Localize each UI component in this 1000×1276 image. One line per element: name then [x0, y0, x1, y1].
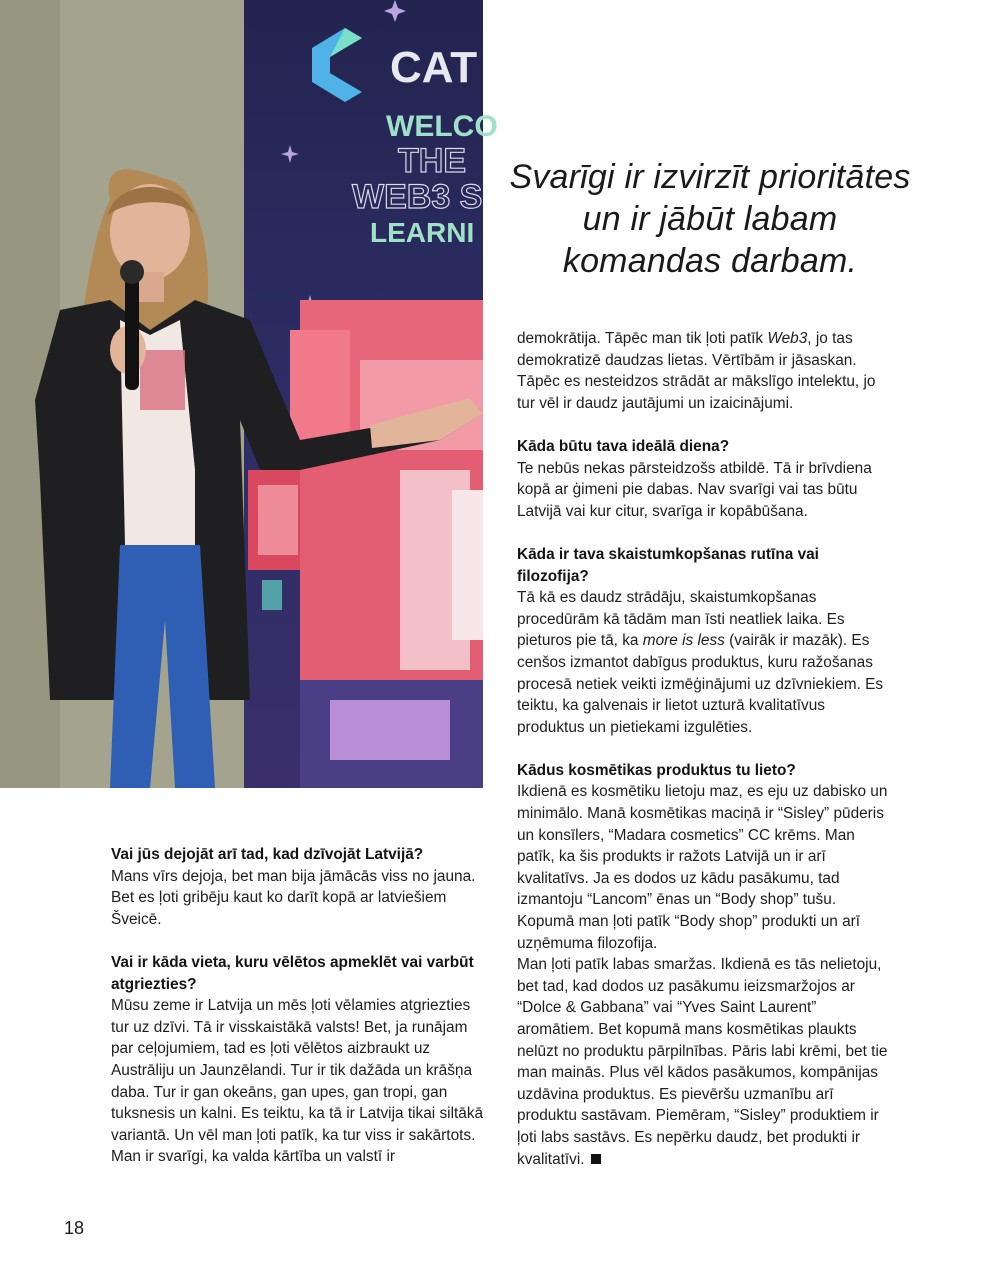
microphone-icon [125, 270, 139, 390]
banner-line-2: THE [398, 142, 466, 180]
page-number: 18 [64, 1218, 85, 1238]
banner-line-3: WEB3 S [352, 178, 483, 216]
intro-paragraph: demokrātija. Tāpēc man tik ļoti patīk Web3, jo tas demokratizē daudzas lietas. Vērtībām ir jāsaskan. Tāpēc es nesteidzos strādāt ar mākslīgo intelektu, jo tur vēl ir daudz jautājumi un izaicinājumi. [517, 330, 876, 412]
banner-line-4: LEARNI [370, 217, 475, 248]
pull-quote [505, 156, 915, 282]
article-photo [0, 0, 498, 788]
answer-paragraph: Mūsu zeme ir Latvija un mēs ļoti vēlamies atgriezties tur uz dzīvi. Tā ir visskaistākā valsts! Bet, ja runājam par ceļojumiem, tad es ļoti vēlētos aizbraukt uz Austrāliju un Jaunzēlandi. Tur ir tik dažāda un krāšņa daba. Tur ir gan okeāns, gan upes, gan tropi, gan tuksnesis un kalni. Es teiktu, ka tā ir Latvija tikai siltākā variantā. Un vēl man ļoti patīk, ka tur viss ir sakārtots. Man ir svarīgi, ka valda kārtība un valstī ir [111, 997, 484, 1166]
banner-line-1: WELCO [386, 110, 498, 143]
right-column [517, 328, 895, 1170]
pull-quote-line: un ir jābūt labam [582, 200, 838, 238]
question-heading: Vai ir kāda vieta, kuru vēlētos apmeklēt vai varbūt atgriezties? [111, 953, 474, 993]
banner-brand: CAT [390, 43, 478, 92]
answer-paragraph: Te nebūs nekas pārsteidzošs atbildē. Tā ir brīvdiena kopā ar ģimeni pie dabas. Nav svarīgi vai tas būtu Latvijā vai kur citur, svarīga ir kopābūšana. [517, 459, 872, 520]
question-heading: Vai jūs dejojāt arī tad, kad dzīvojāt Latvijā? [111, 846, 424, 863]
answer-paragraph: Tā kā es daudz strādāju, skaistumkopšanas procedūrām kā tādām man īsti neatliek laika. Es pieturos pie tā, ka more is less (vairāk ir mazāk). Es cenšos izmantot dabīgus produktus, kuru ražošanas procesā netiek veikti izmēģinājumi uz dzīvniekiem. Es teiktu, ka galvenais ir lietot uzturā kvalitatīvus produktus un pietiekami izgulēties. [517, 589, 884, 736]
question-heading: Kāda ir tava skaistumkopšanas rutīna vai filozofija? [517, 545, 819, 585]
pull-quote-line: Svarīgi ir izvirzīt prioritātes [509, 158, 911, 196]
end-of-article-mark [591, 1154, 601, 1164]
question-heading: Kādus kosmētikas produktus tu lieto? [517, 761, 796, 779]
pull-quote-line: komandas darbam. [562, 242, 858, 280]
speaker-illustration [0, 0, 498, 788]
question-heading: Kāda būtu tava ideālā diena? [517, 437, 730, 455]
answer-paragraph: Man ļoti patīk labas smaržas. Ikdienā es tās nelietoju, bet tad, kad dodos uz pasākumu ieizsmaržojos ar “Dolce & Gabbana” vai “Yves Saint Laurent” aromātiem. Bet kopumā mans kosmētikas plaukts nelūzt no produktu pārpilnības. Pāris labi krēmi, bet tie man mainās. Plus vēl kādos pasākumos, kompānijas uzdāvina produktus. Es pievēršu uzmanību arī produktu sastāvam. Piemēram, “Sisley” produktiem ir ļoti labs sastāvs. Es nepērku daudz, bet produkti ir kvalitatīvi. [517, 956, 888, 1168]
answer-paragraph: Mans vīrs dejoja, bet man bija jāmācās viss no jauna. Bet es ļoti gribēju kaut ko darīt kopā ar latviešiem Šveicē. [111, 867, 476, 928]
left-column [111, 844, 485, 1168]
answer-paragraph: Ikdienā es kosmētiku lietoju maz, es eju uz dabisko un minimālo. Manā kosmētikas maciņā ir “Sisley” pūderis un konsīlers, “Madara cosmetics” CC krēms. Man patīk, ka šis produkts ir ražots Latvijā un ir arī kvalitatīvs. Ja es dodos uz kādu pasākumu, tad izmantoju “Lancom” ēnas un “Body shop” tušu. Kopumā man ļoti patīk “Body shop” produkti un arī uzņēmuma filozofija. [517, 783, 888, 952]
